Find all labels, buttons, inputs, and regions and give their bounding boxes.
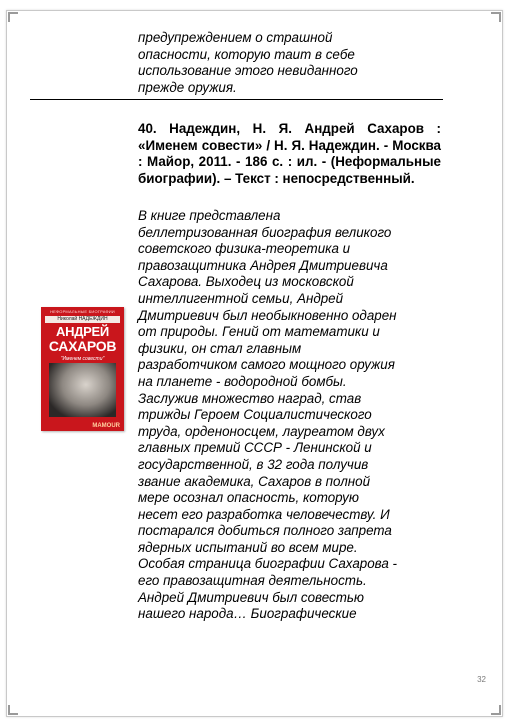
previous-entry-text [138, 30, 441, 96]
text-line: правозащитника Андрея Дмитриевича [138, 257, 388, 273]
text-line: ядерных испытаний во всем мире. [138, 539, 358, 555]
text-line: его правозащитная деятельность. [138, 573, 367, 589]
frame-corner [491, 12, 501, 22]
text-line: Заслужив множество наград, став [138, 390, 362, 406]
text-line: государственной, в 32 года получив [138, 456, 369, 472]
text-line: разработчиком самого мощного оружия [138, 357, 395, 373]
text-line: главных премий СССР - Ленинской и [138, 440, 372, 456]
text-line: советского физика-теоретика и [138, 241, 351, 257]
cover-portrait [49, 363, 116, 417]
text-line: Сахарова. Выходец из московской [138, 274, 354, 290]
entry-citation: 40. Надеждин, Н. Я. Андрей Сахаров : «Именем совести» / Н. Я. Надеждин. - Москва : Майор, 2011. - 186 с. : ил. - (Неформальные биографии). – Текст : непосредственный. [138, 121, 441, 186]
text-line: звание академика, Сахаров в полной [138, 473, 371, 489]
frame-corner [8, 705, 18, 715]
text-line: Особая страница биографии Сахарова - [138, 556, 397, 572]
cover-title-line1: АНДРЕЙ [56, 324, 109, 339]
entry-divider [30, 99, 443, 100]
text-line: Дмитриевич был необыкновенно одарен [138, 307, 397, 323]
book-cover-image [41, 307, 124, 431]
cover-title-line2: САХАРОВ [48, 338, 117, 354]
page-number: 32 [477, 675, 486, 684]
cover-subtitle: "Именем совести" [60, 356, 105, 362]
text-line: Андрей Дмитриевич был совестью [138, 589, 365, 605]
text-line: прежде оружия. [138, 79, 237, 95]
frame-corner [8, 12, 18, 22]
text-line: интеллигентной семьи, Андрей [138, 290, 344, 306]
text-line: на планете - водородной бомбы. [138, 373, 347, 389]
text-line: несет его разработка человечеству. И [138, 506, 390, 522]
text-line: использование этого невиданного [138, 63, 358, 79]
text-line: опасности, которую таит в себе [138, 46, 355, 62]
cover-author: Николай НАДЕЖДИН [45, 316, 120, 323]
text-line: предупреждением о страшной [138, 30, 333, 45]
text-line: физики, он стал главным [138, 340, 302, 356]
text-line: В книге представлена [138, 208, 281, 223]
entry-description [138, 208, 441, 623]
text-line: постарался добиться полного запрета [138, 523, 392, 539]
text-line: беллетризованная биография великого [138, 224, 392, 240]
text-line: мере осознал опасность, которую [138, 490, 359, 506]
cover-series: НЕФОРМАЛЬНЫЕ БИОГРАФИИ [50, 309, 115, 314]
cover-publisher-logo: MAMOUR [92, 423, 120, 429]
text-line: нашего народа… Биографические [138, 606, 357, 622]
text-line: труда, орденоносцем, лауреатом двух [138, 423, 385, 439]
text-line: трижды Героем Социалистического [138, 407, 372, 423]
text-line: от природы. Гений от математики и [138, 324, 380, 340]
frame-corner [491, 705, 501, 715]
